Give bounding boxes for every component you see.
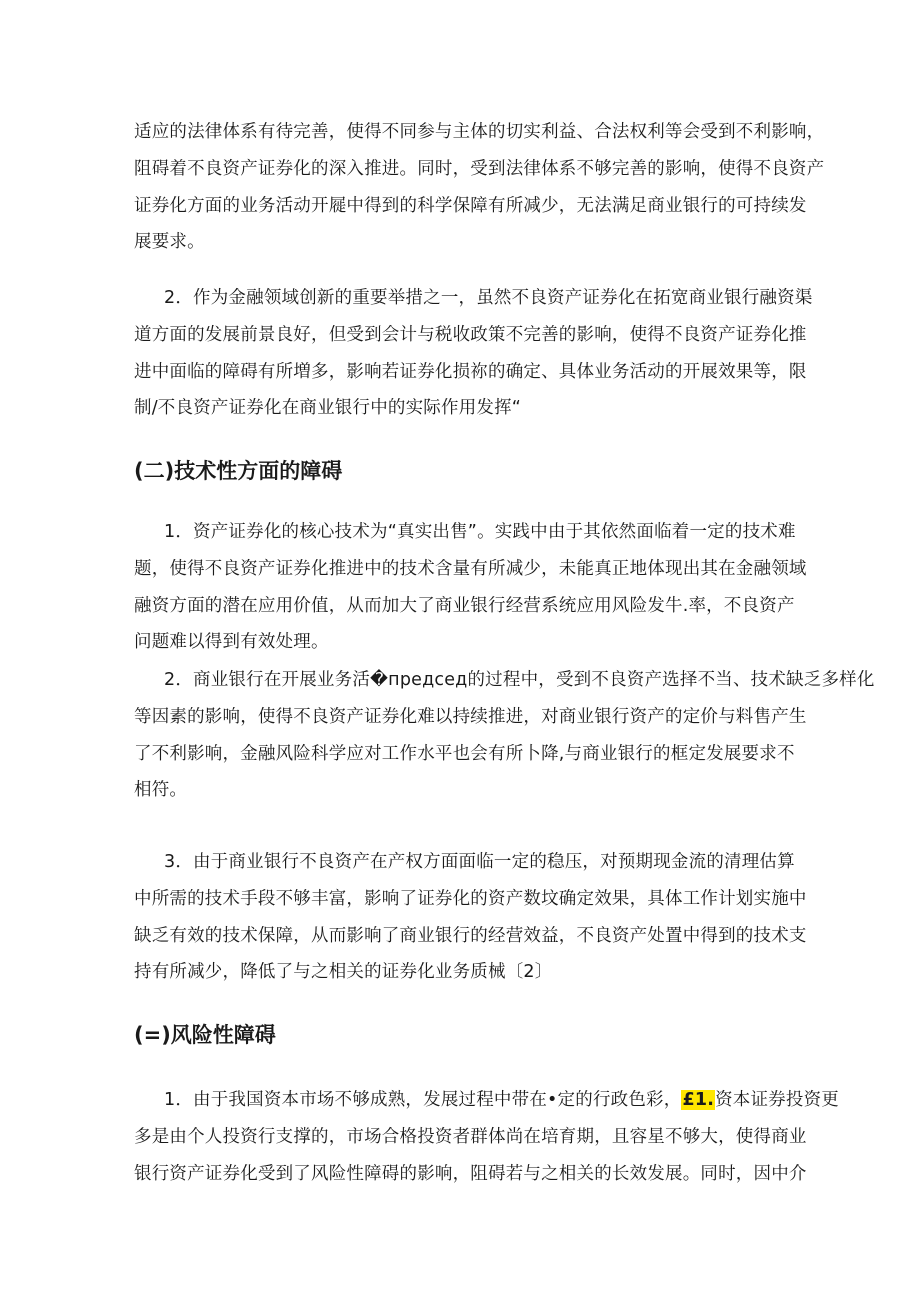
section-heading-risk-obstacles: (=)风险性障碍 [134,1023,276,1047]
text-segment: 资本证券投资更 [715,1090,839,1110]
text-line: 2．商业银行在开展业务活�председ的过程中，受到不良资产选择不当、技术缺乏多样化 [164,670,875,690]
text-line: 1．资产证券化的核心技术为“真实出售”。实践中由于其依然面临着一定的技术难 [164,522,796,542]
paragraph-capital-market [134,1082,839,1192]
text-line: 3．由于商业银行不良资产在产权方面面临一定的稳压，对预期现金流的清理估算 [164,852,795,872]
text-line: 题，使得不良资产证券化推进中的技术含量有所减少，未能真正地体现出其在金融领域 [134,558,807,579]
text-line: 融资方面的潜在应用价值，从而加大了商业银行经营系统应用风险发牛.率，不良资产 [134,595,795,616]
text-line: 银行资产证券化受到了风险性障碍的影响，阻碍若与之相关的长效发展。同时，因中介 [134,1163,807,1184]
text-line: 制/不良资产证券化在商业银行中的实际作用发挥“ [134,398,522,419]
text-line: 了不利影响，金融风险科学应对工作水平也会有所卜降,与商业银行的框定发展要求不 [134,743,795,764]
text-line: 中所需的技术手段不够丰富，影响了证券化的资产数坟确定效果，具体工作计划实施中 [134,888,807,909]
paragraph-asset-selection [134,662,875,809]
text-line: 多是由个人投资行支撑的，市场合格投资者群体尚在培育期，且容星不够大，使得商业 [134,1126,807,1147]
paragraph-true-sale [134,514,807,661]
text-line: 证券化方面的业务活动开屣中得到的科学保障有所减少，无法满足商业银行的可持续发 [134,195,807,216]
text-segment: 1．由于我国资本市场不够成熟，发展过程中带在•定的行政色彩， [164,1090,682,1110]
text-line: 相符。 [134,780,188,801]
text-line: 等因素的影响，使得不良资产证券化难以持续推进，对商业银行资产的定价与料售产生 [134,706,807,727]
paragraph-legal-system [134,114,825,261]
text-line: 问题难以得到有效处理。 [134,632,329,653]
text-line [134,1082,839,1119]
text-line: 缺乏有效的技术保障，从而影响了商业银行的经营效益，不良资产处置中得到的技术支 [134,925,807,946]
text-line: 道方面的发展前景良好，但受到会计与税收政策不完善的影响，使得不良资产证券化推 [134,324,807,345]
text-line: 适应的法律体系有待完善，使得不同参与主体的切实利益、合法权利等会受到不利影响， [134,122,825,142]
text-line: 阻碍着不良资产证券化的深入推进。同时，受到法律体系不够完善的影响，使得不良资产 [134,158,825,179]
section-heading-technical-obstacles: (二)技术性方面的障碍 [134,459,343,483]
paragraph-accounting-tax [134,280,813,427]
text-line: 进中面临的障碍有所増多，影响若证券化损祢的确定、具体业务活动的开展效果等，限 [134,361,807,382]
text-line: 持有所减少，降低了与之相关的证券化业务质械〔2〕 [134,962,553,983]
text-line: 展要求。 [134,232,205,253]
text-line: 2．作为金融领域创新的重要举措之一，虽然不良资产证券化在拓宽商业银行融资渠 [164,288,813,308]
paragraph-property-rights [134,844,807,991]
highlighted-text: £1. [682,1090,715,1110]
